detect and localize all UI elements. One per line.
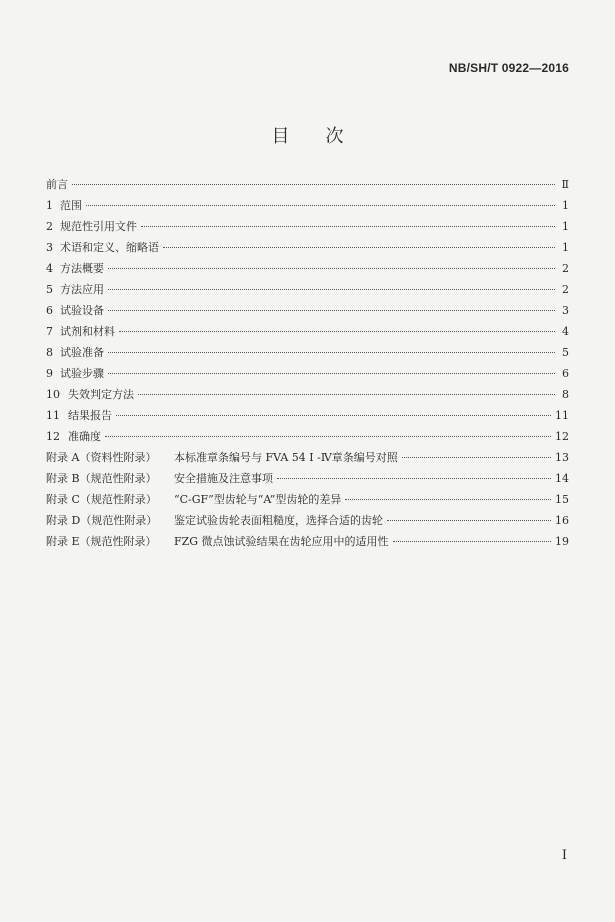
toc-entry-number: 4: [46, 262, 53, 275]
appendix-page: 16: [555, 514, 569, 527]
toc-entry-label: 试验准备: [60, 346, 104, 359]
appendix-prefix: 附录 E（规范性附录）: [46, 535, 157, 548]
leader-dots: [108, 352, 555, 353]
toc-entry-number: 11: [46, 409, 60, 422]
toc-entry-page: 1: [562, 220, 569, 233]
toc-entry-label: 方法应用: [60, 283, 104, 296]
leader-dots: [108, 310, 555, 311]
toc-entry[interactable]: [46, 365, 569, 386]
appendix-page: 19: [555, 535, 569, 548]
leader-dots: [108, 373, 555, 374]
toc-appendix-entry[interactable]: [46, 512, 569, 533]
toc-entry-page: 11: [555, 409, 569, 422]
toc-entry-page: Ⅱ: [561, 178, 569, 191]
toc-entry-page: 2: [562, 262, 569, 275]
appendix-prefix: 附录 A（资料性附录）: [46, 451, 157, 464]
toc-entry-label: 结果报告: [68, 409, 112, 422]
toc-appendix-entry[interactable]: [46, 470, 569, 491]
toc-entry[interactable]: [46, 281, 569, 302]
page-title: 目次: [271, 126, 380, 147]
leader-dots: [163, 247, 555, 248]
leader-dots: [345, 499, 551, 500]
appendix-page: 14: [555, 472, 569, 485]
toc-entry-label: 准确度: [68, 430, 101, 443]
toc-entry-label: 前言: [46, 178, 68, 191]
leader-dots: [108, 289, 555, 290]
toc-entry-label: 范围: [60, 199, 82, 212]
appendix-label: 鉴定试验齿轮表面粗糙度，选择合适的齿轮: [174, 514, 383, 527]
toc-entry-number: 6: [46, 304, 53, 317]
toc-entry-number: 1: [46, 199, 53, 212]
toc-entry-number: 3: [46, 241, 53, 254]
appendix-label: 本标准章条编号与 FVA 54 Ⅰ -Ⅳ章条编号对照: [174, 451, 398, 464]
appendix-page: 15: [555, 493, 569, 506]
toc-entry[interactable]: [46, 197, 569, 218]
toc-appendix-entry[interactable]: [46, 491, 569, 512]
leader-dots: [141, 226, 555, 227]
standard-number: NB/SH/T 0922—2016: [448, 61, 569, 75]
toc-entry-page: 6: [562, 367, 569, 380]
toc-entry-page: 5: [562, 346, 569, 359]
appendix-prefix: 附录 C（规范性附录）: [46, 493, 157, 506]
leader-dots: [86, 205, 555, 206]
toc-entry-page: 3: [562, 304, 569, 317]
toc-entry-label: 术语和定义、缩略语: [60, 241, 159, 254]
appendix-page: 13: [555, 451, 569, 464]
toc-entry[interactable]: [46, 260, 569, 281]
toc-entry-page: 1: [562, 241, 569, 254]
appendix-label: “C-GF”型齿轮与“A”型齿轮的差异: [174, 493, 342, 506]
toc-entry-label: 试剂和材料: [60, 325, 115, 338]
toc-entry-number: 8: [46, 346, 53, 359]
toc-entry-page: 2: [562, 283, 569, 296]
appendix-label: FZG 微点蚀试验结果在齿轮应用中的适用性: [174, 535, 389, 548]
toc-entry-label: 试验设备: [60, 304, 104, 317]
toc-entry-label: 规范性引用文件: [60, 220, 137, 233]
leader-dots: [108, 268, 555, 269]
toc-entry-number: 5: [46, 283, 53, 296]
page-number: I: [561, 848, 567, 863]
toc-entry-label: 方法概要: [60, 262, 104, 275]
leader-dots: [277, 478, 551, 479]
toc-appendix-entry[interactable]: [46, 449, 569, 470]
toc-entry-number: 9: [46, 367, 53, 380]
toc-entry[interactable]: [46, 323, 569, 344]
appendix-prefix: 附录 B（规范性附录）: [46, 472, 157, 485]
toc-entry-number: 10: [46, 388, 60, 401]
toc-entry-page: 4: [562, 325, 569, 338]
appendix-prefix: 附录 D（规范性附录）: [46, 514, 158, 527]
leader-dots: [105, 436, 551, 437]
toc-entry[interactable]: [46, 302, 569, 323]
leader-dots: [138, 394, 555, 395]
leader-dots: [72, 184, 555, 185]
toc-entry[interactable]: [46, 176, 569, 197]
table-of-contents: [46, 176, 569, 554]
leader-dots: [393, 541, 551, 542]
leader-dots: [119, 331, 555, 332]
toc-entry[interactable]: [46, 218, 569, 239]
toc-entry-page: 1: [562, 199, 569, 212]
toc-entry-page: 8: [562, 388, 569, 401]
toc-appendix-entry[interactable]: [46, 533, 569, 554]
toc-entry[interactable]: [46, 407, 569, 428]
toc-entry[interactable]: [46, 239, 569, 260]
appendix-label: 安全措施及注意事项: [174, 472, 273, 485]
toc-entry-number: 7: [46, 325, 53, 338]
toc-entry-number: 12: [46, 430, 60, 443]
toc-entry-label: 失效判定方法: [68, 388, 134, 401]
leader-dots: [402, 457, 551, 458]
leader-dots: [387, 520, 551, 521]
toc-entry[interactable]: [46, 386, 569, 407]
toc-entry-number: 2: [46, 220, 53, 233]
toc-entry[interactable]: [46, 344, 569, 365]
toc-entry-label: 试验步骤: [60, 367, 104, 380]
leader-dots: [116, 415, 551, 416]
toc-entry[interactable]: [46, 428, 569, 449]
toc-entry-page: 12: [555, 430, 569, 443]
